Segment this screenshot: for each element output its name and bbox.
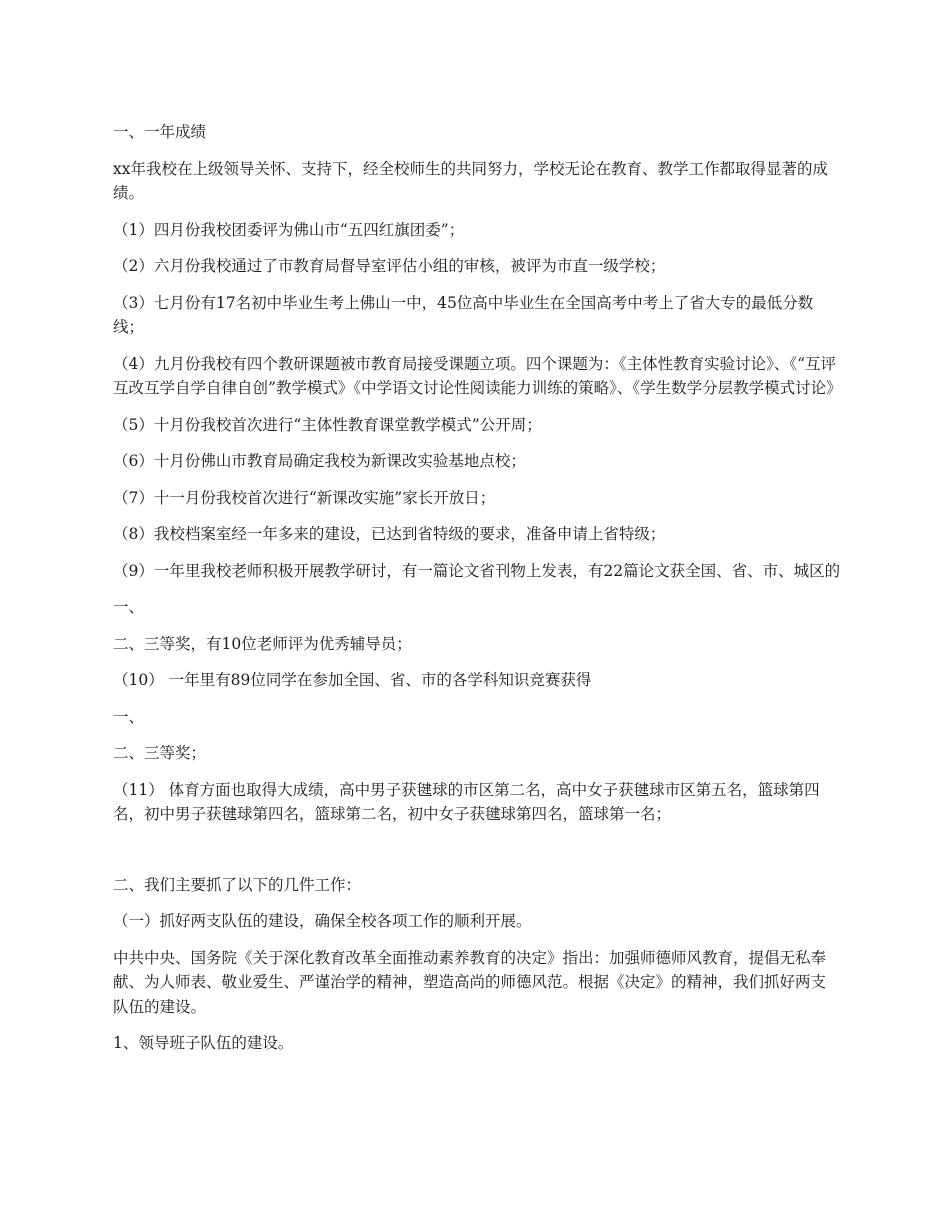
list-item-5: （5）十月份我校首次进行“主体性教育课堂教学模式”公开周； — [113, 415, 542, 434]
list-item-3: （3）七月份有17名初中毕业生考上佛山一中，45位高中毕业生在全国高考中考上了省大专的最低分数线； — [113, 293, 814, 336]
body-paragraph: 中共中央、国务院《关于深化教育改革全面推动素养教育的决定》指出：加强师德师风教育，提倡无私奉献、为人师表、敬业爱生、严谨治学的精神，塑造高尚的师德风范。根据《决定》的精神，我们抓好两支队伍的建设。 — [113, 948, 827, 1016]
list-item-6: （6）十月份佛山市教育局确定我校为新课改实验基地点校； — [113, 452, 526, 470]
list-item-10-continued: 二、三等奖； — [113, 744, 207, 762]
list-item-9-continued: 二、三等奖，有10位老师评为优秀辅导员； — [113, 634, 412, 653]
numbered-heading: 1、领导班子队伍的建设。 — [113, 1034, 294, 1052]
list-item-10: （10） 一年里有89位同学在参加全国、省、市的各学科知识竞赛获得 — [113, 671, 592, 689]
list-fragment: 一、 — [113, 707, 145, 726]
section-spacer — [113, 839, 841, 873]
list-item-4: （4）九月份我校有四个教研课题被市教育局接受课题立项。四个课题为：《主体性教育实验讨论》、《“互评互改互学自学自律自创”教学模式》《中学语文讨论性阅读能力训练的策略》、《学生数学分层教学模式讨论》 — [113, 354, 842, 397]
list-item-11: （11） 体育方面也取得大成绩，高中男子获毽球的市区第二名，高中女子获毽球市区第五名，篮球第四名，初中男子获毽球第四名，篮球第二名，初中女子获毽球第四名，篮球第一名； — [113, 780, 820, 823]
intro-paragraph: xx年我校在上级领导关怀、支持下，经全校师生的共同努力，学校无论在教育、教学工作都取得显著的成绩。 — [113, 159, 828, 202]
list-fragment: 一、 — [113, 598, 145, 616]
list-item-9: （9）一年里我校老师积极开展教学研讨，有一篇论文省刊物上发表，有22篇论文获全国、省、市、城区的 — [113, 561, 841, 580]
section-heading-work: 二、我们主要抓了以下的几件工作： — [113, 875, 362, 894]
list-item-8: （8）我校档案室经一年多来的建设，已达到省特级的要求，准备申请上省特级； — [113, 525, 666, 543]
section-heading-achievements: 一、一年成绩 — [113, 123, 207, 141]
subsection-heading: （一）抓好两支队伍的建设，确保全校各项工作的顺利开展。 — [113, 912, 532, 930]
document-page — [113, 120, 841, 1068]
list-item-1: （1）四月份我校团委评为佛山市“五四红旗团委”； — [113, 220, 465, 239]
list-item-7: （7）十一月份我校首次进行“新课改实施”家长开放日； — [113, 488, 496, 507]
list-item-2: （2）六月份我校通过了市教育局督导室评估小组的审核，被评为市直一级学校； — [113, 257, 666, 275]
